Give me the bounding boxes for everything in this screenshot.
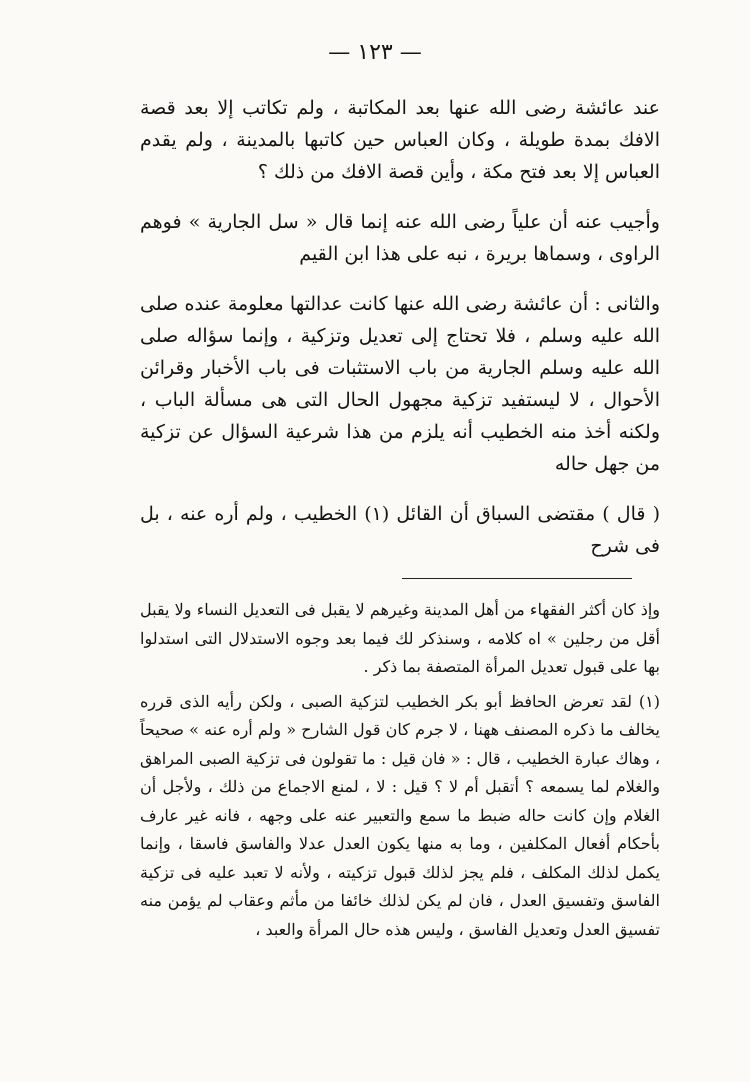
footnote-1: (١) لقد تعرض الحافظ أبو بكر الخطيب لتزكية الصبى ، ولكن رأيه الذى قرره يخالف ما ذكره المصنف ههنا ، لا جرم كان قول الشارح « ولم أره عنه » صحيحاً ، وهاك عبارة الخطيب ، قال : « فان قيل : ما تقولون فى تزكية الصبى المراهق والغلام لما يسمعه ؟ أتقبل أم لا ؟ قيل : لا ، لمنع الاجماع من ذلك ، ولأجل أن الغلام وإن كانت حاله ضبط ما سمع والتعبير عنه على وجهه ، فانه غير عارف بأحكام أفعال المكلفين ، وما به منها يكون العدل عدلا والفاسق فاسقا ، وإنما يكمل لذلك المكلف ، فلم يجز لذلك قبول تزكيته ، ولأنه لا تعبد عليه فى تزكية الفاسق وتفسيق العدل ، فان لم يكن لذلك خائفا من مأثم وعقاب لم يؤمن منه تفسيق العدل وتعديل الفاسق ، وليس هذه حال المرأة والعبد ، — [140, 691, 660, 939]
footnote-continued: وإذ كان أكثر الفقهاء من أهل المدينة وغيرهم لا يقبل فى التعديل النساء ولا يقبل أقل من رجلين » اه كلامه ، وسنذكر لك فيما بعد وجوه الاستدلال التى استدلوا بها على قبول تعديل المرأة المتصفة بما ذكر . — [140, 600, 660, 676]
footnote-separator — [402, 578, 632, 579]
main-paragraph-1: عند عائشة رضى الله عنها بعد المكاتبة ، ولم تكاتب إلا بعد قصة الافك بمدة طويلة ، وكان العباس حين كاتبها بالمدينة ، ولم يقدم العباس إلا بعد فتح مكة ، وأين قصة الافك من ذلك ؟ — [140, 97, 660, 183]
main-paragraph-4: ( قال ) مقتضى السباق أن القائل (١) الخطيب ، ولم أره عنه ، بل فى شرح — [140, 503, 660, 557]
main-text — [140, 92, 660, 562]
main-paragraph-2: وأجيب عنه أن علياً رضى الله عنه إنما قال « سل الجارية » فوهم الراوى ، وسماها بريرة ، نبه على هذا ابن القيم — [140, 211, 660, 265]
page-number: — ١٢٣ — — [328, 40, 422, 65]
footnotes — [140, 596, 660, 950]
main-paragraph-3: والثانى : أن عائشة رضى الله عنها كانت عدالتها معلومة عنده صلى الله عليه وسلم ، فلا تحتاج إلى تعديل وتزكية ، وإنما سؤاله صلى الله عليه وسلم الجارية من باب الاستثبات فى باب الأخبار وقرائن الأحوال ، لا ليستفيد تزكية مجهول الحال التى هى مسألة الباب ، ولكنه أخذ منه الخطيب أنه يلزم من هذا شرعية السؤال عن تزكية من جهل حاله — [140, 293, 660, 475]
